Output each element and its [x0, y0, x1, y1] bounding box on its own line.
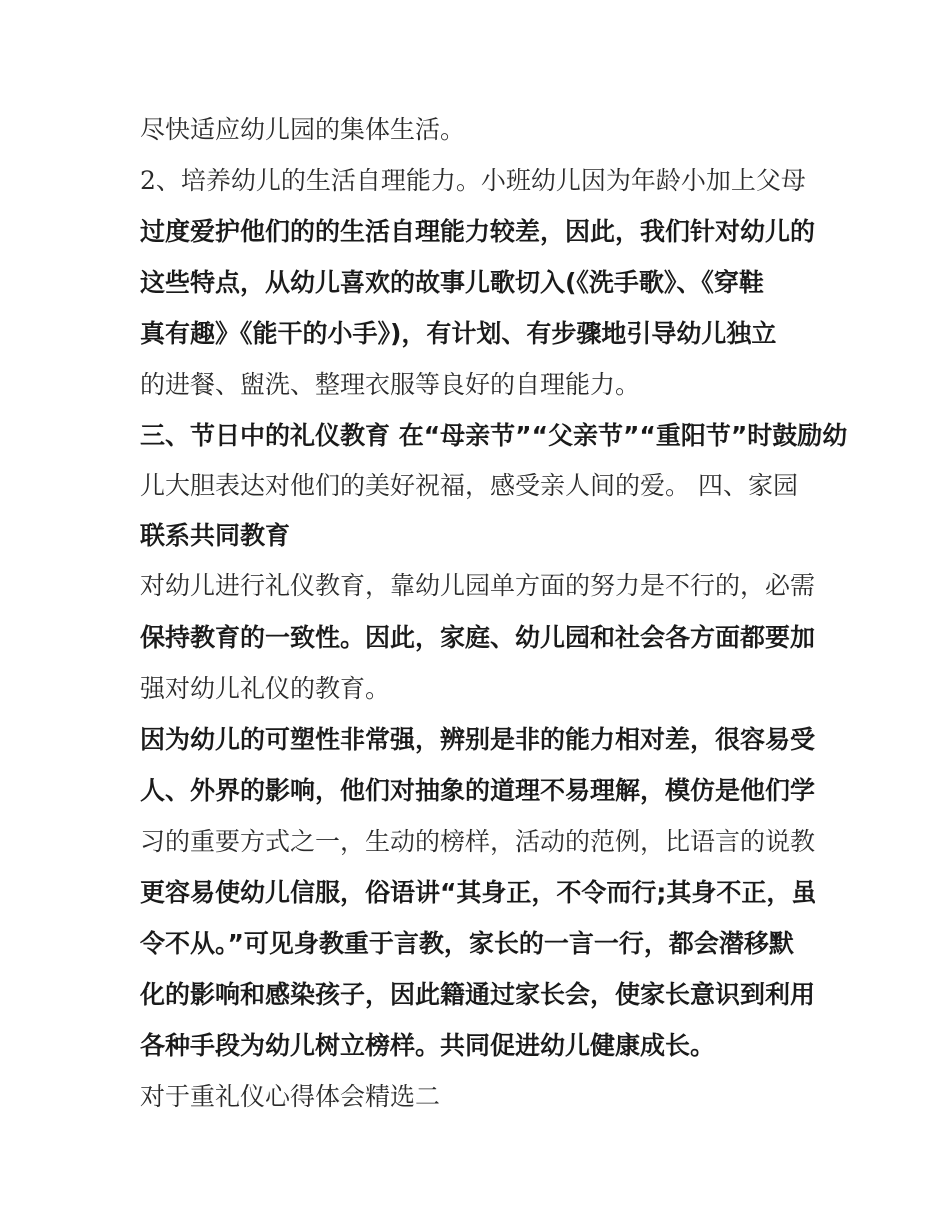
text-line: 联系共同教育: [140, 521, 291, 550]
text-line: 对于重礼仪心得体会精选二: [140, 1082, 441, 1111]
text-line: 因为幼儿的可塑性非常强，辨别是非的能力相对差，很容易受: [140, 725, 816, 754]
text-line: 的进餐、盥洗、整理衣服等良好的自理能力。: [140, 370, 641, 399]
text-line: 这些特点，从幼儿喜欢的故事儿歌切入(《洗手歌》、《穿鞋: [140, 268, 764, 297]
text-line: 儿大胆表达对他们的美好祝福，感受亲人间的爱。 四、家园: [140, 471, 798, 500]
text-line: 真有趣》《能干的小手》)，有计划、有步骤地引导幼儿独立: [140, 319, 777, 348]
text-line: 2、培养幼儿的生活自理能力。小班幼儿因为年龄小加上父母: [140, 166, 806, 195]
text-line: 对幼儿进行礼仪教育，靠幼儿园单方面的努力是不行的，必需: [140, 571, 816, 600]
text-line: 更容易使幼儿信服，俗语讲“其身正，不令而行;其身不正，虽: [140, 878, 817, 907]
text-line: 三、节日中的礼仪教育 在“母亲节”“父亲节”“重阳节”时鼓励幼: [140, 421, 848, 450]
text-line: 强对幼儿礼仪的教育。: [140, 674, 391, 703]
text-line: 各种手段为幼儿树立榜样。共同促进幼儿健康成长。: [140, 1031, 716, 1060]
text-line: 过度爱护他们的的生活自理能力较差，因此，我们针对幼儿的: [140, 217, 816, 246]
text-line: 令不从。”可见身教重于言教，家长的一言一行，都会潜移默: [140, 929, 794, 958]
text-line: 尽快适应幼儿园的集体生活。: [140, 115, 466, 144]
text-line: 化的影响和感染孩子，因此籍通过家长会，使家长意识到利用: [140, 980, 816, 1009]
text-line: 习的重要方式之一，生动的榜样，活动的范例，比语言的说教: [140, 827, 816, 856]
text-line: 人、外界的影响，他们对抽象的道理不易理解，模仿是他们学: [140, 776, 816, 805]
text-line: 保持教育的一致性。因此，家庭、幼儿园和社会各方面都要加: [140, 623, 816, 652]
